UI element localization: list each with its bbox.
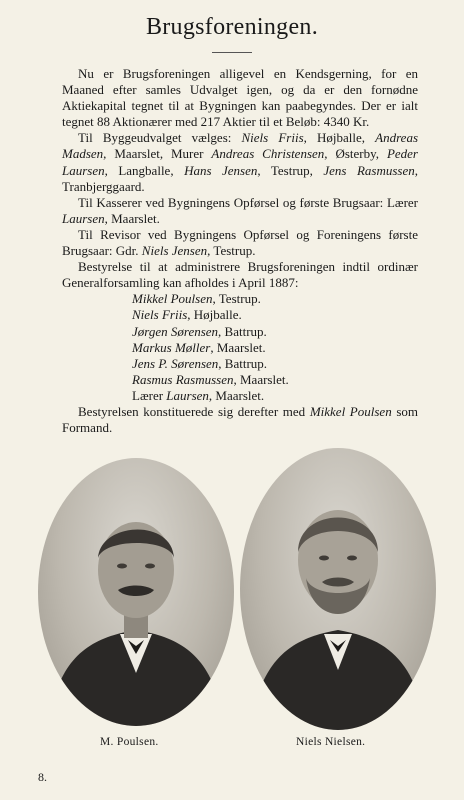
board-member <box>132 324 418 340</box>
person-name: Andreas Christensen <box>211 146 325 162</box>
caption-left: M. Poulsen. <box>100 736 159 748</box>
paragraph-auditor <box>62 227 418 259</box>
board-member <box>132 291 418 307</box>
member-place: , Maarslet. <box>233 371 289 387</box>
member-place: , Testrup. <box>212 291 261 307</box>
member-name: Jørgen Sørensen <box>132 323 219 339</box>
text: , Langballe, <box>104 162 185 178</box>
title-rule <box>212 52 252 53</box>
paragraph-treasurer <box>62 195 418 227</box>
text: Til Kasserer ved Bygningens Opførsel og første Brugsaar: Lærer <box>78 194 418 210</box>
text: , Testrup, <box>257 162 324 178</box>
member-place: , Battrup. <box>218 355 268 371</box>
text: Bestyrelsen konstituerede sig derefter med <box>78 403 310 419</box>
board-member <box>132 307 418 323</box>
caption-right: Niels Nielsen. <box>296 736 366 748</box>
person-name: Niels Friis <box>241 130 304 146</box>
member-name: Laursen <box>166 387 209 403</box>
member-place: , Maarslet. <box>210 339 266 355</box>
text: , Testrup. <box>207 243 256 259</box>
paragraph-board: Bestyrelse til at administrere Brugsforeningen indtil ordinær Generalforsamling kan afholdes i April 1887: <box>62 259 418 291</box>
portrait-figure <box>240 448 436 730</box>
board-member <box>132 372 418 388</box>
member-name: Markus Møller <box>132 339 211 355</box>
person-name: Peder Laursen <box>62 146 418 178</box>
person-name: Andreas Madsen <box>62 130 419 162</box>
paragraph-building-committee <box>62 130 418 194</box>
member-title: Lærer <box>132 387 167 403</box>
board-member <box>132 340 418 356</box>
person-name: Laursen <box>62 210 105 226</box>
text: , Tranbjerggaard. <box>62 162 418 194</box>
board-list <box>132 291 418 404</box>
person-name: Jens Rasmussen <box>323 162 415 178</box>
text: Til Byggeudvalget vælges: <box>78 130 242 146</box>
text: , Maarslet. <box>104 210 160 226</box>
person-name: Mikkel Poulsen <box>309 403 392 419</box>
member-place: , Højballe. <box>187 307 242 323</box>
member-name: Niels Friis <box>132 307 188 323</box>
member-name: Rasmus Rasmussen <box>132 371 234 387</box>
portrait-m-poulsen <box>38 458 234 726</box>
page-title: Brugsforeningen. <box>145 14 319 40</box>
portrait-niels-nielsen <box>240 448 436 730</box>
text: , Højballe, <box>303 130 376 146</box>
text: som Formand. <box>62 403 419 436</box>
paragraph-intro: Nu er Brugsforeningen alligevel en Kendsgerning, for en Maaned efter samles Udvalget igen, og da er den fornødne Aktiekapital tegnet til at Bygningen kan paabegyndes. Der er ialt tegnet 88 Aktionærer med 217 Aktier til et Beløb: 4340 Kr. <box>62 66 418 130</box>
article-body <box>62 66 418 436</box>
person-name: Niels Jensen <box>141 243 208 259</box>
member-place: , Battrup. <box>218 323 267 339</box>
paragraph-chairman <box>62 404 418 436</box>
person-name: Hans Jensen <box>184 162 258 178</box>
member-name: Mikkel Poulsen <box>132 291 213 307</box>
page-number: 8. <box>38 770 47 784</box>
member-name: Jens P. Sørensen <box>132 355 219 371</box>
text: , Østerby, <box>324 146 387 162</box>
member-place: , Maarslet. <box>208 387 265 403</box>
board-member <box>132 388 418 404</box>
text: Til Revisor ved Bygningens Opførsel og Foreningens første Brugsaar: Gdr. <box>62 226 418 259</box>
text: , Maarslet, Murer <box>103 146 212 162</box>
portrait-figure <box>38 458 234 726</box>
board-member <box>132 356 418 372</box>
